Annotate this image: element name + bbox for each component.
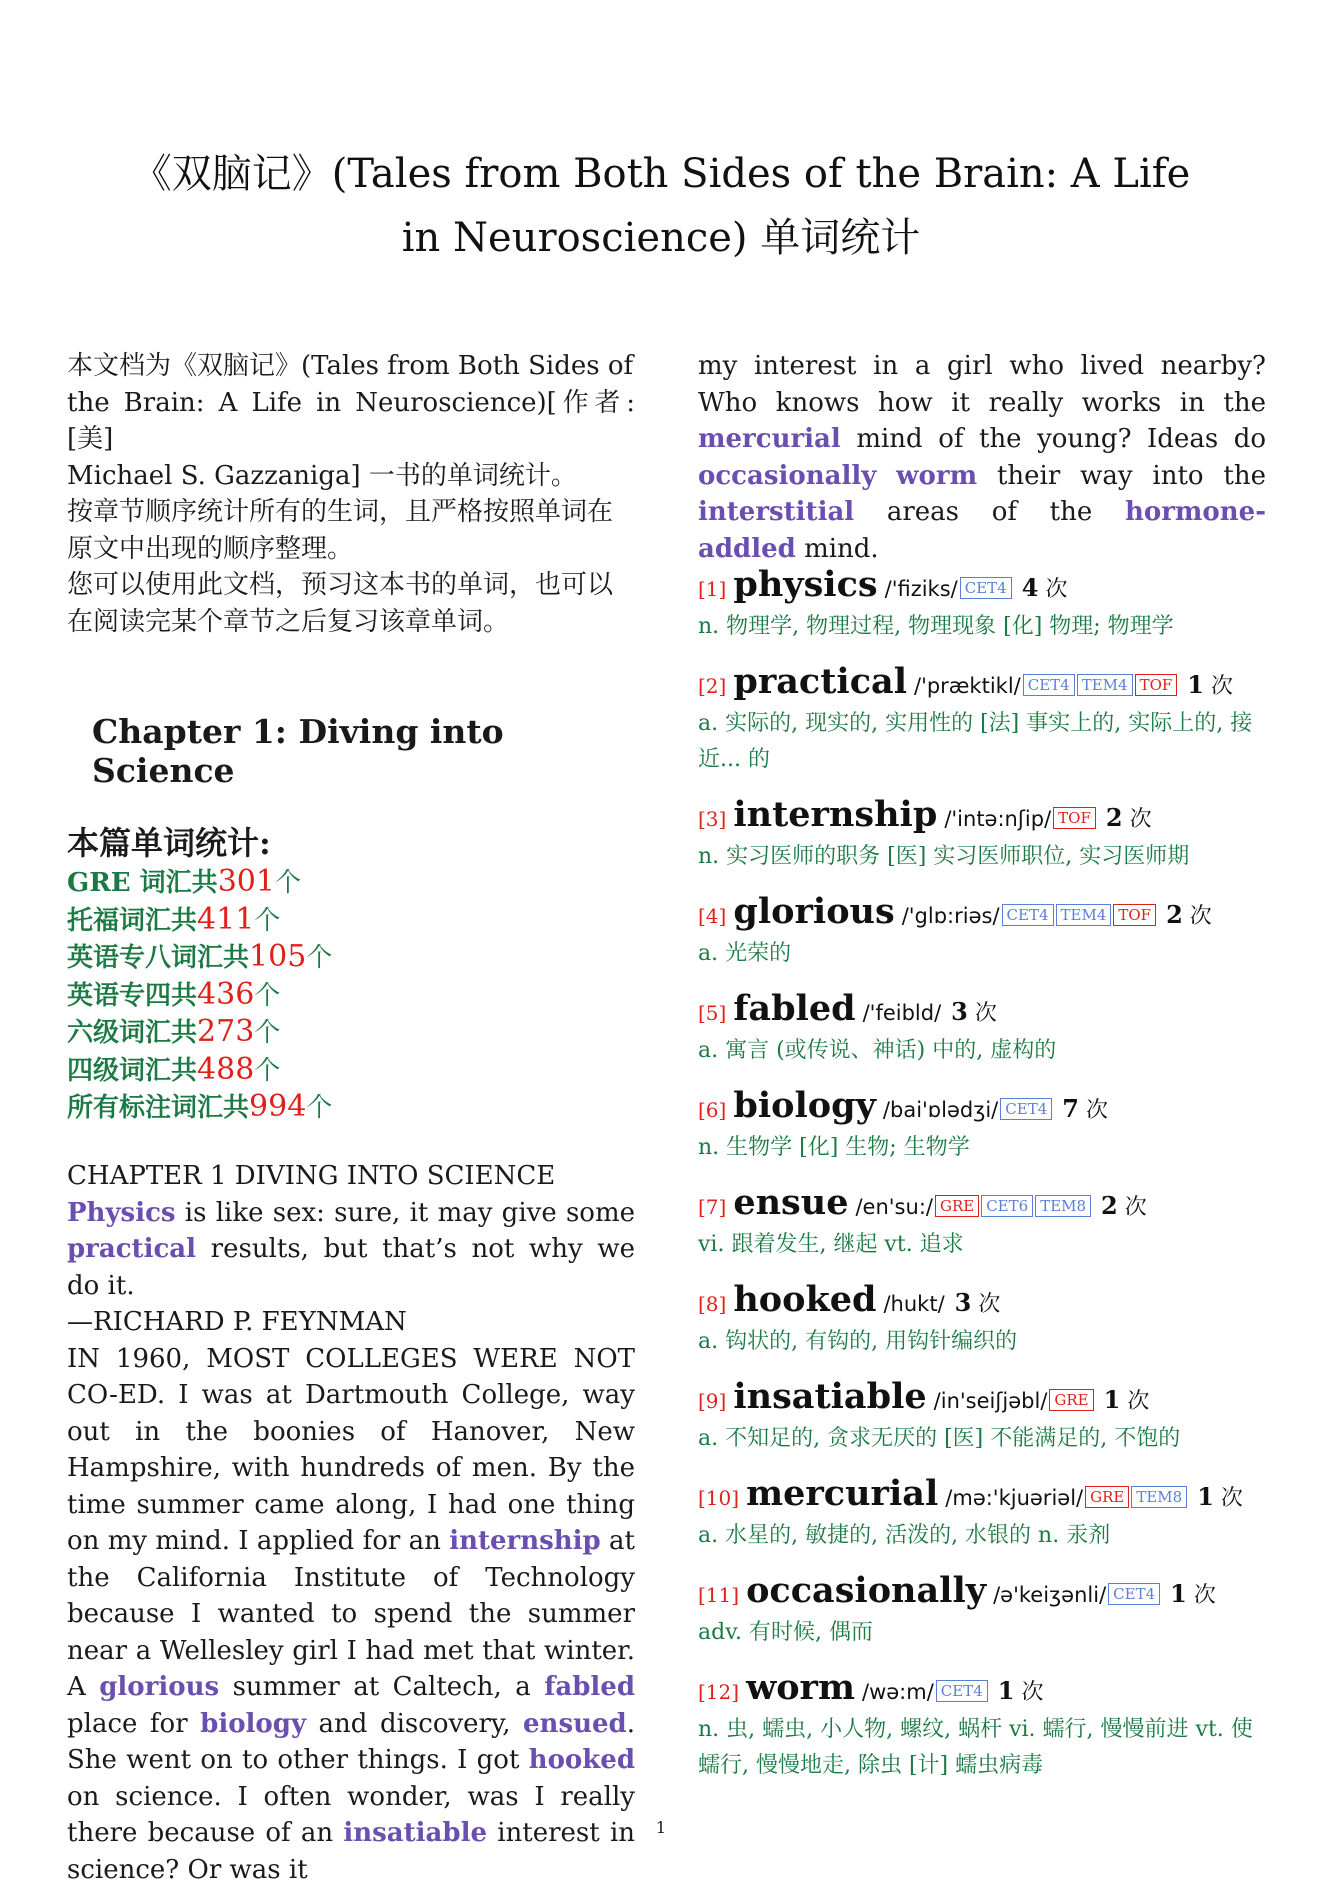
vocab-word: glorious [99,1672,219,1702]
entry-word: fabled [733,988,855,1029]
entry-count: 1 [1187,670,1204,699]
level-tag: CET4 [936,1680,988,1702]
vocab-word: mercurial [698,424,841,454]
count-unit: 次 [975,1001,997,1026]
vocab-word: Physics [67,1198,176,1228]
entry-index: [10] [698,1486,739,1510]
vocab-entry-head [698,1475,1268,1518]
entry-word: worm [746,1667,855,1708]
entry-count: 7 [1062,1094,1079,1123]
entry-index: [1] [698,577,726,601]
vocab-entry [698,796,1268,893]
stats-item: 所有标注词汇共994个 [67,1089,332,1127]
level-tag: GRE [1049,1389,1093,1411]
level-tag: TEM8 [1035,1195,1091,1217]
entry-word: internship [733,794,937,835]
vocab-entry [698,1087,1268,1184]
entry-count: 2 [1106,803,1123,832]
level-tag: CET6 [981,1195,1033,1217]
vocab-entry [698,663,1268,796]
chapter-line: CHAPTER 1 DIVING INTO SCIENCE [67,1158,635,1195]
count-unit: 次 [978,1292,1000,1317]
vocab-word: hormone-addled [698,497,1266,564]
count-unit: 次 [1086,1098,1108,1123]
stats-list [67,864,332,1127]
count-unit: 次 [1211,674,1233,699]
level-tag: TEM8 [1131,1486,1187,1508]
count-unit: 次 [1021,1680,1043,1705]
intro-paragraph [67,348,635,640]
vocab-entry [698,1669,1268,1802]
vocab-entry-head [698,1378,1268,1421]
entry-phonetic: /hukt/ [883,1292,944,1316]
entry-word: physics [733,564,877,605]
entry-phonetic: /ə'keiʒənli/ [993,1583,1106,1607]
story-text-left [67,1158,635,1888]
intro-line: the Brain: A Life in Neuroscience)[作者: [美] [67,385,635,458]
level-tag: CET4 [1000,1098,1052,1120]
entry-definition: a. 寓言 (或传说、神话) 中的, 虚构的 [698,1033,1268,1069]
entry-definition: a. 不知足的, 贪求无厌的 [医] 不能满足的, 不饱的 [698,1421,1268,1457]
level-tag: GRE [935,1195,979,1217]
entry-phonetic: /'glɒ:riəs/ [902,904,1000,928]
story-paragraph: my interest in a girl who lived nearby? Who knows how it really works in the mercurial mind of the young? Ideas do occasionally worm their way into the interstitial areas of the hormone-addled mind. [698,348,1266,567]
vocab-entry [698,1572,1268,1669]
count-unit: 次 [1194,1583,1216,1608]
vocab-entry [698,1378,1268,1475]
count-unit: 次 [1221,1486,1243,1511]
vocab-entry-head [698,663,1268,706]
vocab-word: worm [896,461,977,491]
entry-count: 3 [951,997,968,1026]
vocab-entry-list [698,566,1268,1802]
level-tag: CET4 [1023,674,1075,696]
entry-word: hooked [733,1279,876,1320]
entry-definition: a. 钩状的, 有钩的, 用钩针编织的 [698,1324,1268,1360]
vocab-word: interstitial [698,497,854,527]
stats-item: 英语专四共436个 [67,977,332,1015]
entry-word: practical [733,661,907,702]
entry-index: [6] [698,1098,726,1122]
page-number: 1 [0,1818,1322,1837]
entry-phonetic: /wə:m/ [862,1680,934,1704]
epigraph: Physics is like sex: sure, it may give some practical results, but that’s not why we do it. [67,1195,635,1305]
entry-phonetic: /'fiziks/ [885,577,958,601]
entry-count: 2 [1166,900,1183,929]
intro-line: 按章节顺序统计所有的生词，且严格按照单词在 [67,494,635,531]
vocab-word: occasionally [698,461,876,491]
intro-line: 在阅读完某个章节之后复习该章单词。 [67,604,635,641]
level-tag: TOF [1135,674,1178,696]
level-tag: TOF [1113,904,1156,926]
vocab-word: internship [449,1526,601,1556]
level-tag: TEM4 [1056,904,1112,926]
entry-index: [12] [698,1680,739,1704]
entry-count: 2 [1101,1191,1118,1220]
count-unit: 次 [1130,807,1152,832]
level-tag: CET4 [1108,1583,1160,1605]
stats-item: 英语专八词汇共105个 [67,939,332,977]
entry-definition: a. 实际的, 现实的, 实用性的 [法] 事实上的, 实际上的, 接近... 的 [698,706,1268,778]
entry-phonetic: /in'seiʃjəbl/ [934,1389,1048,1413]
entry-definition: a. 光荣的 [698,936,1268,972]
entry-word: ensue [733,1182,848,1223]
entry-word: glorious [733,891,894,932]
vocab-entry [698,893,1268,990]
stats-item: 托福词汇共411个 [67,902,332,940]
vocab-entry-head [698,1669,1268,1712]
stats-item: 四级词汇共488个 [67,1052,332,1090]
level-tag: TEM4 [1077,674,1133,696]
vocab-entry [698,1184,1268,1281]
entry-word: biology [733,1085,876,1126]
level-tag: GRE [1085,1486,1129,1508]
vocab-word: hooked [529,1745,635,1775]
stats-item: GRE 词汇共301个 [67,864,332,902]
entry-index: [5] [698,1001,726,1025]
story-paragraph: IN 1960, MOST COLLEGES WERE NOT CO-ED. I was at Dartmouth College, way out in the boonies of Hanover, New Hampshire, with hundreds of men. By the time summer came along, I had one thing on my mind. I applied for an internship at the California Institute of Technology because I wanted to spend the summer near a Wellesley girl I had met that winter. A glorious summer at Caltech, a fabled place for biology and discovery, ensued. She went on to other things. I got hooked on science. I often wonder, was I really there because of an insatiable interest in science? Or was it [67,1341,635,1888]
vocab-entry-head [698,893,1268,936]
entry-index: [3] [698,807,726,831]
intro-line: 本文档为《双脑记》(Tales from Both Sides of [67,348,635,385]
story-text-right [698,348,1266,567]
entry-index: [7] [698,1195,726,1219]
entry-count: 1 [998,1676,1015,1705]
vocab-entry-head [698,1281,1268,1324]
vocab-entry-head [698,990,1268,1033]
vocab-word: insatiable [343,1818,487,1848]
count-unit: 次 [1125,1195,1147,1220]
vocab-entry [698,990,1268,1087]
vocab-entry-head [698,1572,1268,1615]
entry-phonetic: /mə:'kjuəriəl/ [945,1486,1083,1510]
vocab-entry-head [698,1087,1268,1130]
entry-definition: a. 水星的, 敏捷的, 活泼的, 水银的 n. 汞剂 [698,1518,1268,1554]
entry-count: 1 [1197,1482,1214,1511]
intro-text [67,348,635,640]
entry-definition: n. 生物学 [化] 生物; 生物学 [698,1130,1268,1166]
entry-count: 1 [1170,1579,1187,1608]
page-title: 《双脑记》(Tales from Both Sides of the Brain: A Life in Neuroscience) 单词统计 [120,142,1202,270]
entry-phonetic: /'feibld/ [863,1001,942,1025]
vocab-word: ensued [523,1709,627,1739]
entry-definition: adv. 有时候, 偶而 [698,1615,1268,1651]
entry-index: [4] [698,904,726,928]
entry-index: [11] [698,1583,739,1607]
entry-word: insatiable [733,1376,926,1417]
count-unit: 次 [1045,577,1067,602]
entry-phonetic: /'præktikl/ [914,674,1021,698]
count-unit: 次 [1190,904,1212,929]
vocab-word: biology [200,1709,306,1739]
entry-word: occasionally [746,1570,986,1611]
vocab-entry [698,566,1268,663]
entry-index: [9] [698,1389,726,1413]
entry-count: 3 [955,1288,972,1317]
vocab-entry [698,1281,1268,1378]
entry-word: mercurial [746,1473,938,1514]
intro-line: Michael S. Gazzaniga] 一书的单词统计。 [67,458,635,495]
chapter-heading: Chapter 1: Diving into Science [92,712,652,790]
vocab-entry-head [698,796,1268,839]
entry-definition: n. 实习医师的职务 [医] 实习医师职位, 实习医师期 [698,839,1268,875]
vocab-word: fabled [544,1672,635,1702]
entry-count: 4 [1022,573,1039,602]
vocab-entry-head [698,1184,1268,1227]
stats-item: 六级词汇共273个 [67,1014,332,1052]
level-tag: CET4 [1002,904,1054,926]
vocab-entry [698,1475,1268,1572]
entry-definition: n. 物理学, 物理过程, 物理现象 [化] 物理; 物理学 [698,609,1268,645]
intro-line: 原文中出现的顺序整理。 [67,531,635,568]
entry-count: 1 [1104,1385,1121,1414]
entry-definition: vi. 跟着发生, 继起 vt. 追求 [698,1227,1268,1263]
attribution: —RICHARD P. FEYNMAN [67,1304,635,1341]
entry-definition: n. 虫, 蠕虫, 小人物, 螺纹, 蜗杆 vi. 蠕行, 慢慢前进 vt. 使蠕行, 慢慢地走, 除虫 [计] 蠕虫病毒 [698,1712,1268,1784]
entry-phonetic: /en'su:/ [855,1195,932,1219]
level-tag: TOF [1053,807,1096,829]
level-tag: CET4 [960,577,1012,599]
entry-index: [8] [698,1292,726,1316]
vocab-word: practical [67,1234,196,1264]
stats-heading: 本篇单词统计: [67,818,271,864]
count-unit: 次 [1127,1389,1149,1414]
entry-index: [2] [698,674,726,698]
entry-phonetic: /'intə:nʃip/ [944,807,1051,831]
entry-phonetic: /bai'ɒlədʒi/ [883,1098,998,1122]
intro-line: 您可以使用此文档，预习这本书的单词，也可以 [67,567,635,604]
vocab-entry-head [698,566,1268,609]
